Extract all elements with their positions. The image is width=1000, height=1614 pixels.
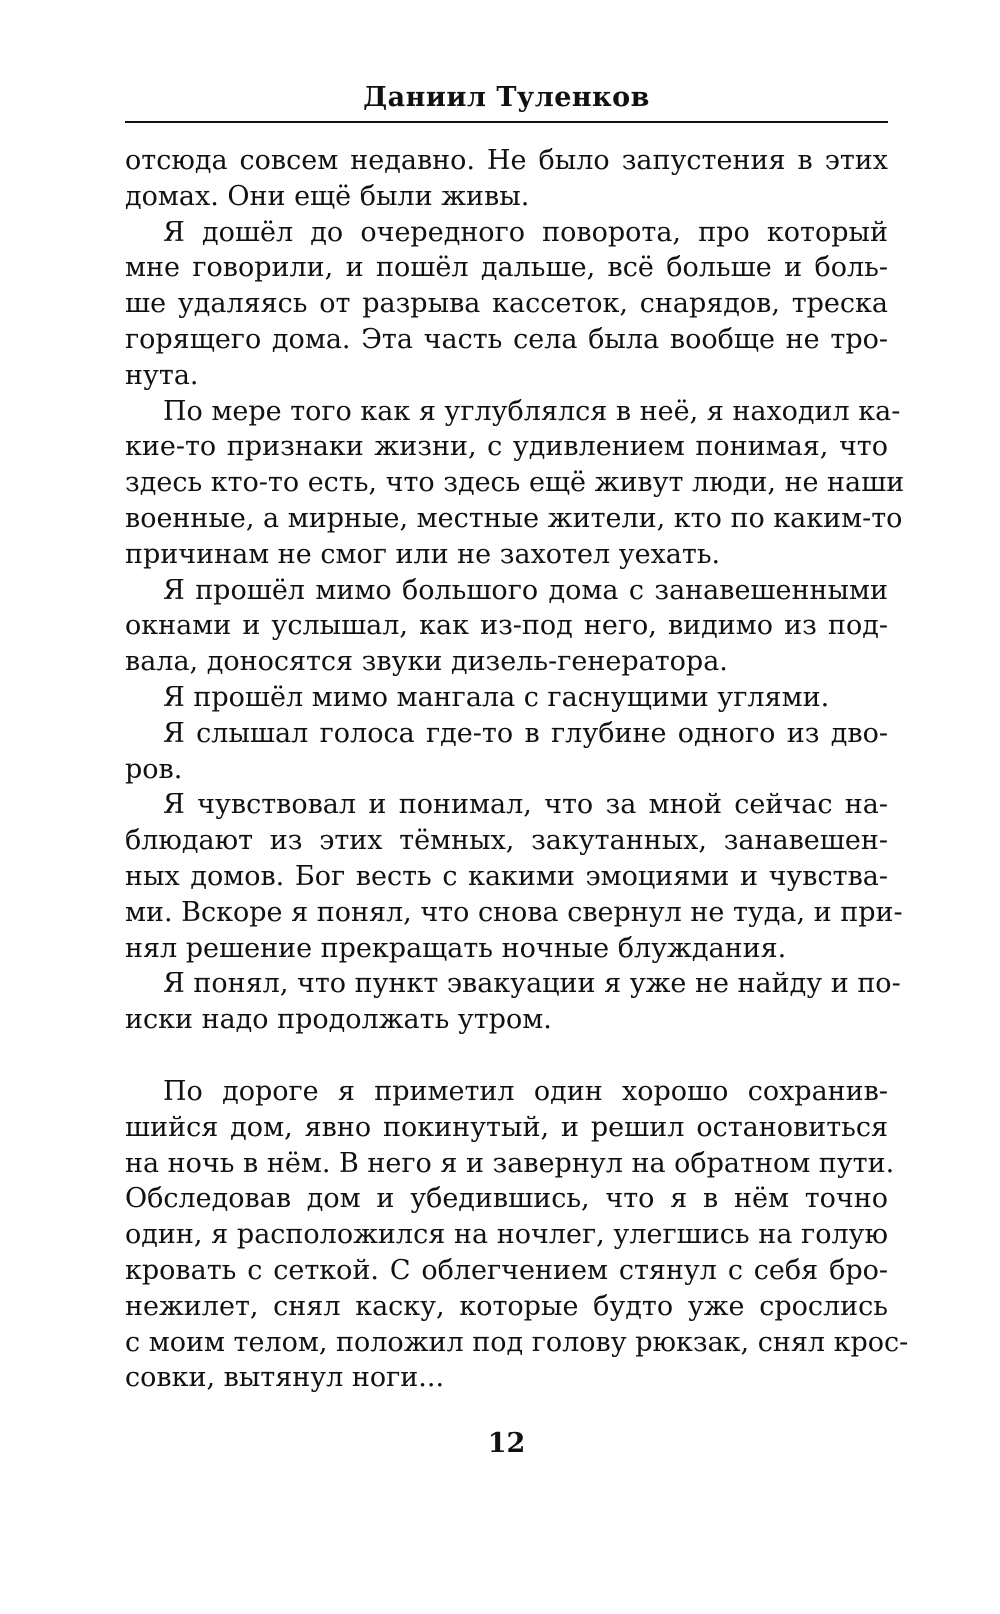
paragraph [125,787,903,966]
text-line: ми. Вскоре я понял, что снова свернул не туда, и при- [125,896,903,928]
text-line: кровать с сеткой. С облегчением стянул с себя бро- [125,1254,888,1286]
text-line: с моим телом, положил под голову рюкзак, снял крос- [125,1326,909,1358]
header-rule [125,121,888,123]
text-line: совки, вытянул ноги... [125,1362,445,1394]
text-line: военные, а мирные, местные жители, кто по каким-то [125,502,903,534]
text-line: шийся дом, явно покинутый, и решил остановиться [125,1111,888,1143]
paragraph [125,143,888,215]
body-text [125,143,909,1396]
text-line: Я чувствовал и понимал, что за мной сейчас на- [163,789,888,821]
text-line: ров. [125,753,183,785]
text-line: Я прошёл мимо мангала с гаснущими углями. [163,681,830,713]
text-line: Я слышал голоса где-то в глубине одного из дво- [163,717,888,749]
text-line: вала, доносятся звуки дизель-генератора. [125,646,728,678]
text-line: По мере того как я углублялся в неё, я находил ка- [163,395,901,427]
paragraph [125,394,905,573]
text-line: нял решение прекращать ночные блуждания. [125,932,787,964]
text-line: домах. Они ещё были живы. [125,180,530,212]
text-line: иски надо продолжать утром. [125,1004,552,1036]
page-number: 12 [487,1428,526,1459]
text-line: По дороге я приметил один хорошо сохранив- [163,1075,888,1107]
text-line: отсюда совсем недавно. Не было запустения в этих [125,145,888,176]
text-line: нежилет, снял каску, которые будто уже срослись [125,1290,888,1322]
text-line: ше удаляясь от разрыва кассеток, снарядов, треска [125,288,888,320]
text-line: Я дошёл до очередного поворота, про который [163,216,888,248]
text-line: ных домов. Бог весть с какими эмоциями и чувства- [125,860,888,892]
text-line: Я прошёл мимо большого дома с занавешенными [163,574,888,606]
text-line: здесь кто-то есть, что здесь ещё живут люди, не наши [125,467,905,499]
text-line: Обследовав дом и убедившись, что я в нём точно [125,1183,888,1215]
paragraph [125,966,901,1038]
paragraph-gap [125,1038,888,1074]
text-line: нута. [125,359,199,391]
text-line: кие-то признаки жизни, с удивлением понимая, что [125,431,888,463]
text-line: на ночь в нём. В него я и завернул на обратном пути. [125,1147,895,1179]
text-line: Я понял, что пункт эвакуации я уже не найду и по- [163,968,901,1000]
text-line: один, я расположился на ночлег, улегшись на голую [125,1219,888,1251]
paragraph [125,573,888,680]
text-line: горящего дома. Эта часть села была вообще не тро- [125,323,888,355]
text-line: окнами и услышал, как из-под него, видимо из под- [125,610,888,642]
running-head: Даниил Туленков [363,82,650,113]
paragraph [125,1074,909,1396]
paragraph [125,716,888,788]
text-line: мне говорили, и пошёл дальше, всё больше и боль- [125,252,888,284]
paragraph [125,680,888,716]
book-page [125,0,909,1614]
text-line: причинам не смог или не захотел уехать. [125,538,721,570]
paragraph [125,215,888,394]
text-line: блюдают из этих тёмных, закутанных, занавешен- [125,825,888,857]
